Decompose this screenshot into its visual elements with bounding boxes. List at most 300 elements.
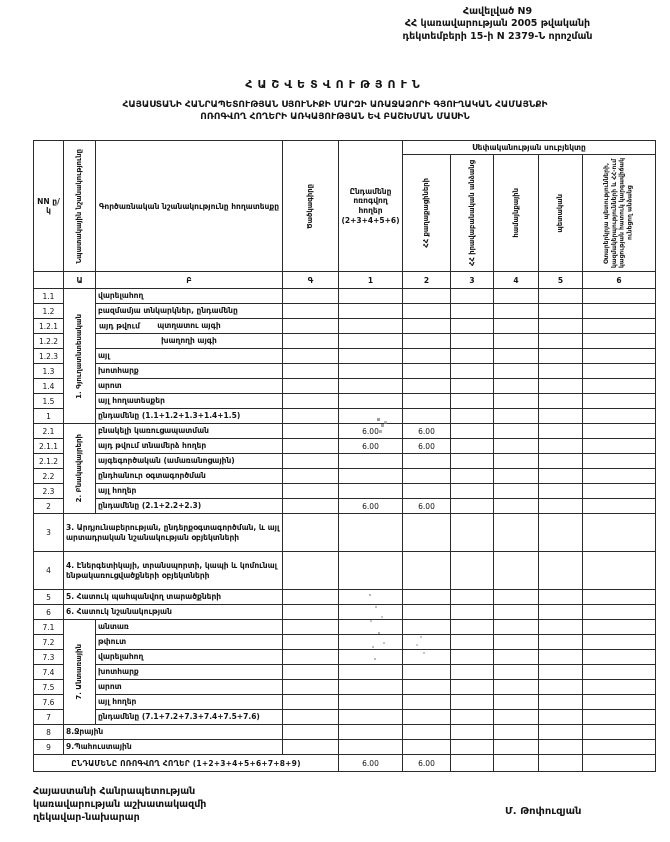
value-cell xyxy=(403,364,451,379)
value-cell xyxy=(494,469,539,484)
row-label-cell: 9.Պահուստային xyxy=(64,740,283,755)
value-cell: 6.00 xyxy=(403,755,451,772)
value-cell xyxy=(494,334,539,349)
value-cell xyxy=(339,409,403,424)
value-cell: 6.00 xyxy=(403,424,451,439)
value-cell xyxy=(451,740,494,755)
footer-office-line2: կառավարության աշխատակազմի xyxy=(33,798,207,810)
value-cell xyxy=(583,590,656,605)
value-cell xyxy=(539,469,583,484)
value-cell xyxy=(494,590,539,605)
letter-cell: 4 xyxy=(494,272,539,289)
table-row xyxy=(34,605,656,620)
value-cell xyxy=(583,695,656,710)
value-cell: 6.00 xyxy=(339,424,403,439)
row-label-cell: 5. Հատուկ պահպանվող տարածքների xyxy=(64,590,283,605)
letter-cell: Բ xyxy=(96,272,283,289)
value-cell xyxy=(494,650,539,665)
value-cell xyxy=(403,725,451,740)
row-label-cell xyxy=(96,620,283,635)
value-cell xyxy=(339,304,403,319)
value-cell xyxy=(539,289,583,304)
row-label-cell xyxy=(96,334,283,349)
table-header xyxy=(34,141,656,289)
row-number-cell: 2.2 xyxy=(34,469,64,484)
report-subtitle xyxy=(15,99,655,123)
table-row xyxy=(34,499,656,514)
letter-cell: 3 xyxy=(451,272,494,289)
value-cell xyxy=(339,514,403,552)
row-number-cell: 7 xyxy=(34,710,64,725)
table-row xyxy=(34,680,656,695)
value-cell xyxy=(494,740,539,755)
row-label-text: ընդամենը (1.1+1.2+1.3+1.4+1.5) xyxy=(98,411,241,421)
table-row xyxy=(34,289,656,304)
row-code-cell xyxy=(283,620,339,635)
row-label-text: բնակելի կառուցապատման xyxy=(98,426,209,436)
value-cell xyxy=(539,304,583,319)
value-cell xyxy=(339,635,403,650)
value-cell xyxy=(339,334,403,349)
row-label-cell: 8.Ջրային xyxy=(64,725,283,740)
group-label-cell xyxy=(64,620,96,725)
header-owner-community xyxy=(494,155,539,272)
value-cell xyxy=(539,620,583,635)
row-number-cell: 1.1 xyxy=(34,289,64,304)
value-cell xyxy=(451,289,494,304)
appendix-reference xyxy=(330,6,665,43)
value-cell xyxy=(339,454,403,469)
value-cell xyxy=(583,439,656,454)
value-cell xyxy=(451,590,494,605)
row-label-cell xyxy=(96,364,283,379)
value-cell xyxy=(403,710,451,725)
row-label-cell xyxy=(96,650,283,665)
row-label-text: ընդամենը (7.1+7.2+7.3+7.4+7.5+7.6) xyxy=(98,712,260,722)
letter-cell: 1 xyxy=(339,272,403,289)
value-cell xyxy=(451,695,494,710)
title-block xyxy=(15,78,655,123)
row-label-text: թփուտ xyxy=(98,637,127,647)
value-cell xyxy=(451,725,494,740)
table-row xyxy=(34,740,656,755)
row-code-cell xyxy=(283,349,339,364)
value-cell xyxy=(403,304,451,319)
value-cell xyxy=(403,620,451,635)
row-label-text: այլ հողեր xyxy=(98,697,137,707)
row-label-cell xyxy=(96,665,283,680)
row-label-text: արոտ xyxy=(98,682,122,692)
value-cell xyxy=(539,665,583,680)
value-cell xyxy=(403,394,451,409)
header-code xyxy=(283,141,339,272)
header-owner-foreign xyxy=(583,155,656,272)
report-table-body xyxy=(34,289,656,772)
value-cell xyxy=(339,725,403,740)
value-cell xyxy=(339,484,403,499)
row-label-text: ընդհանուր օգտագործման xyxy=(98,471,206,481)
value-cell xyxy=(451,665,494,680)
header-owner-state xyxy=(539,155,583,272)
row-code-cell xyxy=(283,304,339,319)
value-cell xyxy=(583,424,656,439)
letter-cell: 2 xyxy=(403,272,451,289)
table-row xyxy=(34,379,656,394)
value-cell xyxy=(539,379,583,394)
row-number-cell: 8 xyxy=(34,725,64,740)
value-cell xyxy=(583,289,656,304)
header-owner-legal-entities xyxy=(451,155,494,272)
value-cell xyxy=(539,635,583,650)
value-cell xyxy=(494,484,539,499)
value-cell xyxy=(494,349,539,364)
value-cell xyxy=(451,469,494,484)
value-cell xyxy=(403,349,451,364)
row-number-cell: 7.1 xyxy=(34,620,64,635)
table-row xyxy=(34,665,656,680)
value-cell xyxy=(339,620,403,635)
row-number-cell: 9 xyxy=(34,740,64,755)
row-label-text: խոտհարք xyxy=(98,366,139,376)
row-number-cell: 1.2.2 xyxy=(34,334,64,349)
row-code-cell xyxy=(283,650,339,665)
value-cell xyxy=(451,514,494,552)
table-row xyxy=(34,409,656,424)
header-code-text: Ծածկագիրը xyxy=(306,183,315,229)
signature-name: Մ. Թոփուզյան xyxy=(505,806,582,817)
header-target-purpose-text: Նպատակային նշանակությունը xyxy=(75,148,84,264)
row-code-cell xyxy=(283,439,339,454)
value-cell xyxy=(583,680,656,695)
row-label-cell xyxy=(96,424,283,439)
table-row xyxy=(34,695,656,710)
row-label-cell xyxy=(96,439,283,454)
value-cell xyxy=(583,605,656,620)
value-cell xyxy=(403,289,451,304)
row-label-text: այլ հողատեսքեր xyxy=(98,396,165,406)
value-cell xyxy=(339,665,403,680)
grand-total-label: ԸՆԴԱՄԵՆԸ ՈՌՈԳՎՈՂ ՀՈՂԵՐ (1+2+3+4+5+6+7+8+9) xyxy=(34,755,339,772)
value-cell xyxy=(583,499,656,514)
value-cell xyxy=(583,349,656,364)
value-cell xyxy=(451,409,494,424)
row-code-cell xyxy=(283,334,339,349)
value-cell xyxy=(494,499,539,514)
header-owner-legal-entities-text: ՀՀ իրավաբանական անձանց xyxy=(467,159,476,266)
row-label-cell xyxy=(96,409,283,424)
row-code-cell xyxy=(283,484,339,499)
value-cell xyxy=(339,680,403,695)
value-cell xyxy=(451,620,494,635)
value-cell xyxy=(583,409,656,424)
table-row xyxy=(34,349,656,364)
value-cell xyxy=(494,364,539,379)
row-label-text: այլ xyxy=(98,351,110,361)
header-target-purpose xyxy=(64,141,96,272)
row-label-cell xyxy=(96,394,283,409)
row-code-cell xyxy=(283,379,339,394)
row-label-text: անտառ xyxy=(98,622,129,632)
table-row xyxy=(34,334,656,349)
value-cell xyxy=(494,680,539,695)
row-code-cell xyxy=(283,605,339,620)
value-cell xyxy=(494,424,539,439)
value-cell xyxy=(583,635,656,650)
value-cell xyxy=(339,605,403,620)
row-code-cell xyxy=(283,552,339,590)
value-cell xyxy=(451,650,494,665)
row-code-cell xyxy=(283,590,339,605)
value-cell xyxy=(583,379,656,394)
value-cell xyxy=(539,755,583,772)
value-cell xyxy=(494,514,539,552)
row-number-cell: 7.4 xyxy=(34,665,64,680)
report-title: ՀԱՇՎԵՏՎՈՒԹՅՈՒՆ xyxy=(245,78,425,91)
value-cell xyxy=(539,439,583,454)
row-code-cell xyxy=(283,499,339,514)
row-number-cell: 1.5 xyxy=(34,394,64,409)
value-cell xyxy=(451,755,494,772)
value-cell xyxy=(494,319,539,334)
value-cell xyxy=(451,605,494,620)
value-cell xyxy=(494,552,539,590)
value-cell xyxy=(451,334,494,349)
value-cell xyxy=(539,424,583,439)
value-cell xyxy=(583,469,656,484)
value-cell xyxy=(583,484,656,499)
value-cell xyxy=(339,710,403,725)
group-vertical-label: 7. Անտառային xyxy=(75,644,84,700)
value-cell xyxy=(403,665,451,680)
row-label-text: այդ թվում տնամերձ հողեր xyxy=(98,441,207,451)
value-cell xyxy=(494,394,539,409)
row-code-cell xyxy=(283,364,339,379)
row-number-cell: 1.2.3 xyxy=(34,349,64,364)
group-label-cell xyxy=(64,289,96,424)
header-functional-purpose: Գործառնական նշանակությունը հողատեսքը xyxy=(96,141,283,272)
value-cell xyxy=(539,499,583,514)
table-row xyxy=(34,424,656,439)
row-label-cell xyxy=(96,454,283,469)
row-number-cell: 2.1.1 xyxy=(34,439,64,454)
row-label-cell xyxy=(96,710,283,725)
row-number-cell: 1.2.1 xyxy=(34,319,64,334)
table-row xyxy=(34,710,656,725)
irrigated-lands-table xyxy=(33,140,656,772)
row-label-cell: 4. Էներգետիկայի, տրանսպորտի, կապի և կոմունալ ենթակառուցվածքների օբյեկտների xyxy=(64,552,283,590)
row-code-cell xyxy=(283,469,339,484)
row-code-cell xyxy=(283,289,339,304)
value-cell xyxy=(451,454,494,469)
row-label-cell xyxy=(96,469,283,484)
value-cell xyxy=(539,394,583,409)
letter-cell: Ա xyxy=(64,272,96,289)
row-code-cell xyxy=(283,665,339,680)
table-row xyxy=(34,620,656,635)
value-cell xyxy=(339,364,403,379)
header-owner-state-text: պետական xyxy=(556,193,565,233)
value-cell: 6.00 xyxy=(339,499,403,514)
row-code-cell xyxy=(283,680,339,695)
value-cell xyxy=(403,379,451,394)
row-label-text: վարելահող xyxy=(98,652,144,662)
value-cell xyxy=(583,319,656,334)
header-row-number: NN ը/կ xyxy=(34,141,64,272)
value-cell xyxy=(539,409,583,424)
value-cell xyxy=(539,454,583,469)
appendix-number: Հավելված N9 xyxy=(462,6,533,17)
row-number-cell: 2.1.2 xyxy=(34,454,64,469)
value-cell: 6.00 xyxy=(403,499,451,514)
value-cell xyxy=(539,319,583,334)
row-number-cell: 1.4 xyxy=(34,379,64,394)
table-row xyxy=(34,304,656,319)
value-cell: 6.00 xyxy=(339,439,403,454)
value-cell xyxy=(583,740,656,755)
row-number-cell: 7.2 xyxy=(34,635,64,650)
footer-office-line3: ղեկավար-նախարար xyxy=(33,811,140,823)
header-total-irrigated: Ընդամենը ոռոգվող հողեր (2+3+4+5+6) xyxy=(339,141,403,272)
group-vertical-label: 1. Գյուղատնտեսական xyxy=(75,313,84,399)
letter-cell: Գ xyxy=(283,272,339,289)
value-cell xyxy=(494,725,539,740)
letter-cell-empty xyxy=(34,272,64,289)
table-row xyxy=(34,590,656,605)
row-number-cell: 6 xyxy=(34,605,64,620)
value-cell xyxy=(539,364,583,379)
value-cell xyxy=(583,710,656,725)
row-label-cell xyxy=(96,304,283,319)
row-label-cell xyxy=(96,319,283,334)
value-cell xyxy=(494,635,539,650)
row-code-cell xyxy=(283,725,339,740)
row-label-text: այլ հողեր xyxy=(98,486,137,496)
value-cell xyxy=(451,499,494,514)
value-cell xyxy=(583,650,656,665)
value-cell xyxy=(451,635,494,650)
value-cell xyxy=(539,740,583,755)
row-label-text: ընդամենը (2.1+2.2+2.3) xyxy=(98,501,202,511)
row-number-cell: 1.2 xyxy=(34,304,64,319)
value-cell: 6.00 xyxy=(339,755,403,772)
value-cell xyxy=(403,334,451,349)
row-label-text: արոտ xyxy=(98,381,122,391)
value-cell xyxy=(539,590,583,605)
value-cell xyxy=(494,454,539,469)
row-number-cell: 4 xyxy=(34,552,64,590)
row-label-cell xyxy=(96,379,283,394)
row-code-cell xyxy=(283,740,339,755)
value-cell xyxy=(451,552,494,590)
value-cell xyxy=(451,394,494,409)
table-row xyxy=(34,650,656,665)
row-number-cell: 3 xyxy=(34,514,64,552)
value-cell xyxy=(451,349,494,364)
value-cell xyxy=(339,469,403,484)
table-row xyxy=(34,514,656,552)
value-cell xyxy=(451,710,494,725)
row-label-cell xyxy=(96,499,283,514)
value-cell xyxy=(339,319,403,334)
row-label-text: խաղողի այգի xyxy=(161,336,217,346)
table-row xyxy=(34,484,656,499)
value-cell xyxy=(451,439,494,454)
value-cell xyxy=(539,725,583,740)
row-label-text: այգեգործական (ամառանոցային) xyxy=(98,456,235,466)
table-row xyxy=(34,454,656,469)
row-code-cell xyxy=(283,695,339,710)
row-label-text: վարելահող xyxy=(98,291,144,301)
row-code-cell xyxy=(283,319,339,334)
value-cell xyxy=(494,304,539,319)
table-row xyxy=(34,552,656,590)
value-cell: 6.00 xyxy=(403,439,451,454)
row-label-text: պտղատու այգի xyxy=(157,321,221,331)
row-code-cell xyxy=(283,409,339,424)
letter-cell: 6 xyxy=(583,272,656,289)
row-label-cell xyxy=(96,635,283,650)
value-cell xyxy=(451,304,494,319)
row-code-cell xyxy=(283,394,339,409)
row-code-cell xyxy=(283,424,339,439)
header-owner-foreign-text: Օտարերկրյա պետությունների, կազմակերպությունների և ՀՀ-ում կացության հատուկ կարգավիճակ ունեցող անձանց xyxy=(603,157,634,269)
row-label-cell: 3. Արդյունաբերության, ընդերքօգտագործման, և այլ արտադրական նշանակության օբյեկտների xyxy=(64,514,283,552)
value-cell xyxy=(539,552,583,590)
letter-cell: 5 xyxy=(539,272,583,289)
value-cell xyxy=(339,695,403,710)
row-code-cell xyxy=(283,514,339,552)
report-subtitle-line2: ՈՌՈԳՎՈՂ ՀՈՂԵՐԻ ԱՌԿԱՅՈՒԹՅԱՆ ԵՎ ԲԱՇԽՄԱՆ ՄԱՍԻՆ xyxy=(200,112,470,123)
value-cell xyxy=(339,650,403,665)
header-owner-citizens-text: ՀՀ քաղաքացիների xyxy=(422,178,431,248)
value-cell xyxy=(451,319,494,334)
row-label-text: բազմամյա տնկարկներ, ընդամենը xyxy=(98,306,238,316)
value-cell xyxy=(539,710,583,725)
row-label-cell xyxy=(96,349,283,364)
table-row xyxy=(34,635,656,650)
row-label-cell xyxy=(96,695,283,710)
value-cell xyxy=(403,740,451,755)
row-number-cell: 1.3 xyxy=(34,364,64,379)
header-owner-citizens xyxy=(403,155,451,272)
value-cell xyxy=(539,349,583,364)
value-cell xyxy=(583,552,656,590)
value-cell xyxy=(339,379,403,394)
value-cell xyxy=(451,424,494,439)
value-cell xyxy=(583,514,656,552)
value-cell xyxy=(494,665,539,680)
footer-office-block xyxy=(33,786,206,824)
value-cell xyxy=(494,710,539,725)
row-number-cell: 7.3 xyxy=(34,650,64,665)
row-number-cell: 1 xyxy=(34,409,64,424)
value-cell xyxy=(494,755,539,772)
value-cell xyxy=(583,304,656,319)
row-label-cell xyxy=(96,680,283,695)
row-code-cell xyxy=(283,710,339,725)
value-cell xyxy=(539,650,583,665)
value-cell xyxy=(494,620,539,635)
value-cell xyxy=(583,364,656,379)
table-row xyxy=(34,394,656,409)
value-cell xyxy=(539,605,583,620)
government-decision-line1: ՀՀ կառավարության 2005 թվականի xyxy=(404,18,591,30)
value-cell xyxy=(403,454,451,469)
value-cell xyxy=(583,394,656,409)
row-number-cell: 2.3 xyxy=(34,484,64,499)
value-cell xyxy=(539,484,583,499)
value-cell xyxy=(339,349,403,364)
